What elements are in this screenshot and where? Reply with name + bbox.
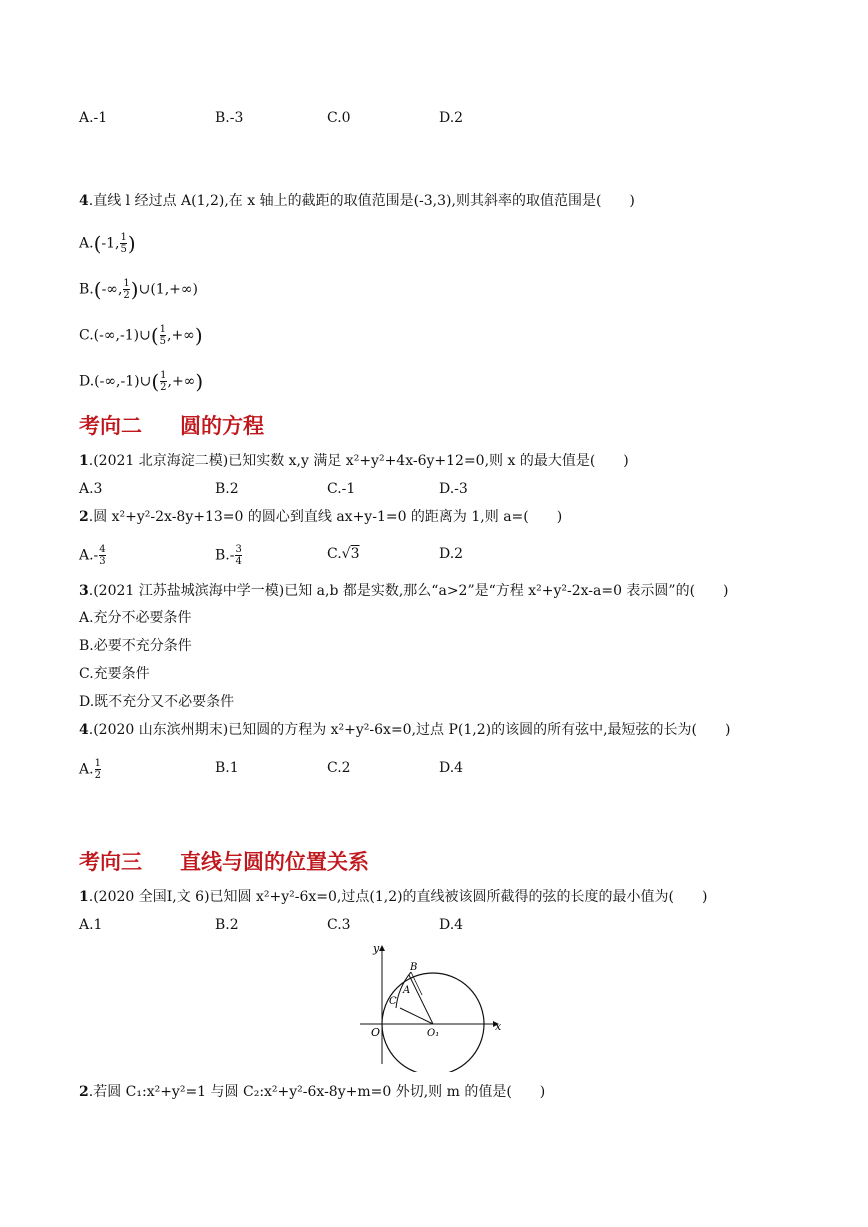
label-o: O [371, 1026, 381, 1039]
interval-tail: ,+∞ [167, 327, 195, 344]
question-text: .(2021 北京海淀二模)已知实数 x,y 满足 x²+y²+4x-6y+12=0,则 x 的最大值是( ) [88, 453, 629, 469]
right-paren: ) [194, 323, 203, 348]
fraction [235, 544, 241, 567]
radius-ob [409, 975, 433, 1024]
option-b [215, 544, 243, 567]
option-c: C.充要条件 [79, 666, 150, 682]
section-title: 直线与圆的位置关系 [180, 850, 369, 874]
numerator: 1 [94, 758, 101, 769]
question-text: .直线 l 经过点 A(1,2),在 x 轴上的截距的取值范围是(-3,3),则其斜率的取值范围是( ) [88, 193, 635, 209]
option-c: C.3 [327, 917, 351, 933]
s3-question-2-stem [79, 1082, 545, 1102]
label-o1: O₁ [427, 1028, 440, 1039]
question-text: .(2020 全国Ⅰ,文 6)已知圆 x²+y²-6x=0,过点(1,2)的直线被该圆所截得的弦的长度的最小值为( ) [88, 889, 708, 905]
question-4-option-c [79, 324, 203, 347]
interval-tail: ,+∞ [167, 373, 196, 390]
option-b: B.2 [215, 917, 239, 933]
denominator: 5 [120, 244, 127, 255]
denominator: 2 [94, 770, 101, 781]
right-paren: ) [195, 369, 204, 394]
option-b: B.-3 [215, 110, 244, 126]
numerator: 1 [159, 324, 166, 335]
question-4-option-a [79, 232, 136, 255]
numerator: 1 [120, 232, 127, 243]
fraction [95, 758, 101, 781]
question-4-option-d [79, 370, 203, 393]
interval-left: -∞, [101, 281, 123, 298]
section-label: 考向二 [79, 414, 142, 438]
section-2-heading [79, 410, 264, 440]
option-c: C.-1 [327, 481, 356, 497]
interval-tail: ∪(1,+∞) [138, 281, 198, 298]
option-a: A.充分不必要条件 [79, 610, 192, 626]
option-a [79, 758, 102, 781]
question-text: .若圆 C₁:x²+y²=1 与圆 C₂:x²+y²-6x-8y+m=0 外切,则 m 的值是( ) [88, 1084, 546, 1100]
right-paren: ) [127, 231, 136, 256]
numerator: 1 [123, 278, 130, 289]
question-text: .(2021 江苏盐城滨海中学一模)已知 a,b 都是实数,那么“a>2”是“方程 x²+y²-2x-a=0 表示圆”的( ) [88, 583, 729, 599]
label-b: B [410, 962, 418, 973]
right-paren: ) [130, 277, 139, 302]
question-text: .(2020 山东滨州期末)已知圆的方程为 x²+y²-6x=0,过点 P(1,2)的该圆的所有弦中,最短弦的长为( ) [88, 722, 731, 738]
option-b: B.必要不充分条件 [79, 638, 192, 654]
question-number: 3 [79, 583, 89, 599]
denominator: 4 [235, 556, 242, 567]
s2-question-1-stem [79, 451, 629, 471]
segment-o1c [400, 1008, 433, 1024]
option-prefix: B. [79, 281, 94, 298]
s2-question-2-stem [79, 507, 562, 527]
circle-diagram [356, 940, 516, 1072]
option-prefix: C.√ [327, 546, 351, 562]
option-d: D.2 [439, 546, 464, 562]
option-prefix: D.(-∞,-1)∪ [79, 373, 152, 390]
option-d: D.2 [439, 110, 464, 126]
option-b: B.2 [215, 481, 239, 497]
denominator: 5 [159, 336, 166, 347]
circle [382, 973, 484, 1072]
option-a: A.3 [79, 481, 103, 497]
denominator: 3 [99, 556, 106, 567]
option-d: D.4 [439, 760, 464, 776]
radicand: 3 [350, 546, 360, 562]
fraction [120, 232, 126, 255]
section-label: 考向三 [79, 850, 142, 874]
option-b: B.1 [215, 760, 239, 776]
numerator: 1 [160, 370, 167, 381]
option-a: A.1 [79, 917, 103, 933]
label-c: C [389, 996, 397, 1007]
denominator: 2 [123, 290, 130, 301]
option-a [79, 544, 107, 567]
label-x: x [495, 1020, 502, 1033]
denominator: 2 [160, 382, 167, 393]
interval-left: -1, [101, 235, 120, 252]
option-prefix: A.- [79, 547, 99, 564]
option-d: D.既不充分又不必要条件 [79, 694, 235, 710]
left-paren: ( [93, 277, 102, 302]
question-4-stem [79, 191, 635, 211]
s2-question-3-stem [79, 581, 729, 601]
numerator: 4 [99, 544, 106, 555]
option-a: A.-1 [79, 110, 108, 126]
question-number: 4 [79, 722, 89, 738]
option-c [327, 544, 360, 564]
fraction [160, 324, 166, 347]
left-paren: ( [151, 369, 160, 394]
section-3-heading [79, 846, 369, 876]
question-4-option-b [79, 278, 198, 301]
label-y: y [373, 942, 380, 955]
section-title: 圆的方程 [180, 414, 264, 438]
left-paren: ( [93, 231, 102, 256]
option-c: C.0 [327, 110, 351, 126]
left-paren: ( [150, 323, 159, 348]
question-number: 1 [79, 453, 89, 469]
fraction [160, 370, 166, 393]
option-prefix: B.- [215, 547, 235, 564]
option-c: C.2 [327, 760, 351, 776]
option-prefix: A. [79, 235, 94, 252]
option-prefix: C.(-∞,-1)∪ [79, 327, 151, 344]
option-d: D.-3 [439, 481, 468, 497]
question-number: 1 [79, 889, 89, 905]
fraction [99, 544, 105, 567]
question-number: 2 [79, 509, 89, 525]
fraction [123, 278, 129, 301]
option-prefix: A. [79, 761, 94, 778]
s2-question-4-stem [79, 720, 730, 740]
s3-question-1-stem [79, 887, 707, 907]
question-number: 4 [79, 193, 89, 209]
question-text: .圆 x²+y²-2x-8y+13=0 的圆心到直线 ax+y-1=0 的距离为 1,则 a=( ) [88, 509, 563, 525]
question-number: 2 [79, 1084, 89, 1100]
label-a: A [403, 985, 411, 996]
numerator: 3 [235, 544, 242, 555]
option-d: D.4 [439, 917, 464, 933]
